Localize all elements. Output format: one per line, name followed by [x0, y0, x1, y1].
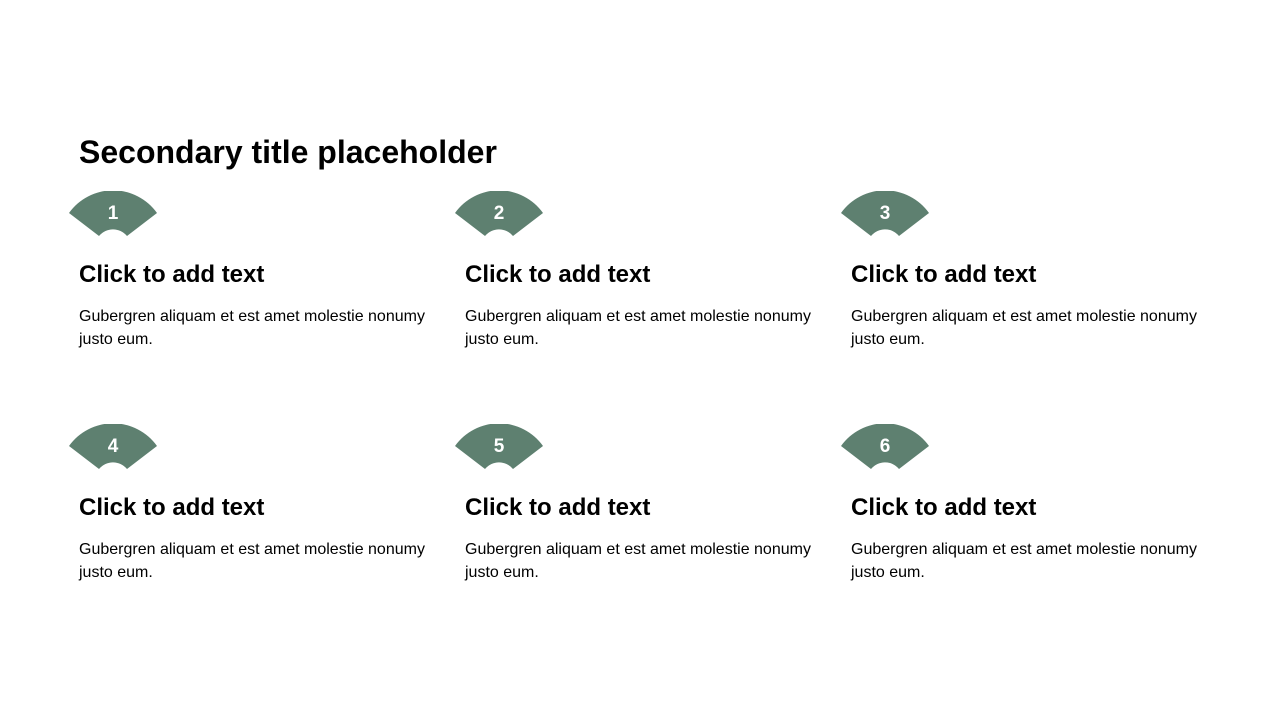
item-body-text[interactable]: Gubergren aliquam et est amet molestie nonumy justo eum.: [851, 541, 1197, 581]
item-card-3: [851, 191, 1211, 361]
item-number: 3: [879, 203, 891, 224]
fan-badge-icon: [455, 424, 543, 470]
item-body-text[interactable]: Gubergren aliquam et est amet molestie nonumy justo eum.: [79, 541, 425, 581]
fan-badge-icon: [841, 424, 929, 470]
item-body-text[interactable]: Gubergren aliquam et est amet molestie nonumy justo eum.: [465, 541, 811, 581]
item-heading[interactable]: Click to add text: [851, 494, 1037, 521]
item-card-4: [79, 424, 439, 594]
item-heading[interactable]: Click to add text: [79, 261, 265, 288]
item-heading[interactable]: Click to add text: [79, 494, 265, 521]
item-number: 6: [879, 436, 891, 457]
item-number: 4: [107, 436, 119, 457]
item-body-text[interactable]: Gubergren aliquam et est amet molestie nonumy justo eum.: [465, 308, 811, 348]
item-card-6: [851, 424, 1211, 594]
slide-title[interactable]: Secondary title placeholder: [79, 134, 497, 170]
item-body-text[interactable]: Gubergren aliquam et est amet molestie nonumy justo eum.: [851, 308, 1197, 348]
item-heading[interactable]: Click to add text: [465, 494, 651, 521]
item-card-1: [79, 191, 439, 361]
item-number: 1: [107, 203, 119, 224]
item-heading[interactable]: Click to add text: [465, 261, 651, 288]
item-body-text[interactable]: Gubergren aliquam et est amet molestie nonumy justo eum.: [79, 308, 425, 348]
fan-badge-icon: [69, 424, 157, 470]
item-number: 2: [493, 203, 505, 224]
fan-badge-icon: [841, 191, 929, 237]
item-number: 5: [493, 436, 505, 457]
fan-badge-icon: [455, 191, 543, 237]
item-heading[interactable]: Click to add text: [851, 261, 1037, 288]
item-card-5: [465, 424, 825, 594]
fan-badge-icon: [69, 191, 157, 237]
item-card-2: [465, 191, 825, 361]
